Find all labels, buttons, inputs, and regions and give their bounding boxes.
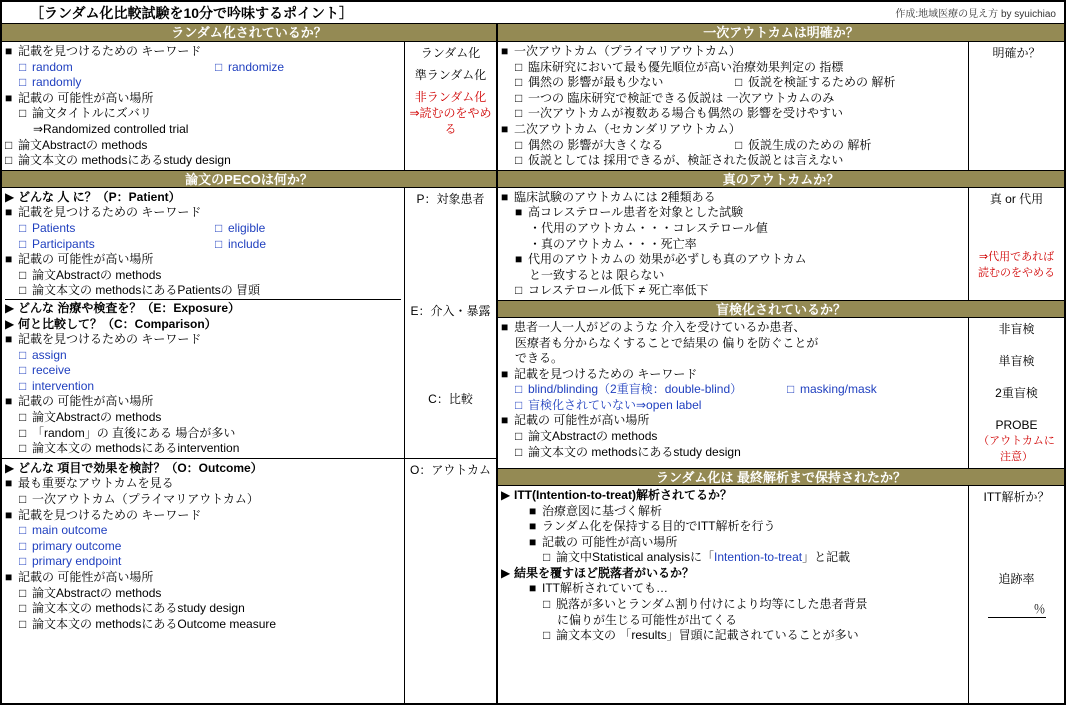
list-item: □ 論文中Statistical analysisに「Intention-to-treat」と記載	[543, 550, 851, 565]
side-label-double-blind: 2重盲検	[995, 385, 1038, 400]
list-item: ■ 記載を見つけるための キーワード	[5, 507, 202, 522]
list-item: □ 論文本文の methodsにあるstudy design	[19, 601, 245, 616]
list-item: □ 論文Abstractの methods	[19, 410, 162, 425]
list-item: □ 論文本文の methodsにあるstudy design	[5, 153, 231, 168]
list-item: ■ 記載の 可能性が高い場所	[5, 394, 154, 409]
list-item: に偏りが生じる可能性が出てくる	[557, 612, 738, 627]
side-label-if-surrogate: ⇒代用であれば	[978, 250, 1055, 263]
list-item: □ 盲検化されていない⇒open label	[515, 397, 702, 412]
list-item: ■ 患者一人一人がどのような 介入を受けているか患者、	[501, 319, 806, 334]
randomization-content	[2, 42, 404, 170]
section-header-peco: 論文のPECOは何か？	[2, 170, 496, 188]
content-columns	[2, 24, 1064, 703]
list-item: ▶ どんな 治療や検査を？（E：Exposure）	[5, 299, 401, 317]
list-item: □ 臨床研究において最も優先順位が高い治療効果判定の 指標	[515, 59, 844, 74]
blinding-side	[968, 318, 1064, 468]
section-body-peco	[2, 188, 496, 458]
list-item: □ 仮説としては 採用できるが、検証された仮説とは言えない	[515, 153, 844, 168]
list-item: □ 一次アウトカムが複数ある場合も偶然の 影響を受けやすい	[515, 106, 843, 121]
side-label-outcome: O：アウトカム	[410, 462, 491, 477]
list-item: □ 論文タイトルにズバリ	[19, 106, 152, 121]
list-item: ■ 臨床試験のアウトカムには 2種類ある	[501, 189, 716, 204]
section-header-primary-outcome: 一次アウトカムは明確か？	[498, 24, 1064, 42]
list-item: ■ 高コレステロール患者を対象とした試験	[515, 205, 744, 220]
section-header-randomization: ランダム化されているか？	[2, 24, 496, 42]
list-item: ■ 記載の 可能性が高い場所	[5, 90, 154, 105]
list-item: □ Participants □ include	[19, 236, 267, 251]
list-item: □ 論文Abstractの methods	[5, 137, 148, 152]
side-label-non-random: 非ランダム化	[414, 90, 487, 104]
outcome-pico-side	[404, 459, 496, 703]
list-item: ■ 記載を見つけるための キーワード	[501, 366, 698, 381]
list-item: □ intervention	[19, 378, 95, 393]
side-label-comparison: C：比較	[428, 391, 473, 406]
section-body-primary-outcome	[498, 42, 1064, 170]
list-item: □ primary endpoint	[19, 554, 122, 569]
followup-rate-blank	[973, 601, 1060, 618]
list-item: □ 論文本文の methodsにあるintervention	[19, 441, 240, 456]
randomization-side	[404, 42, 496, 170]
section-body-randomization	[2, 42, 496, 170]
side-label-itt: ITT解析か？	[983, 489, 1050, 504]
section-body-itt	[498, 486, 1064, 703]
side-label-patient: P：対象患者	[416, 191, 485, 206]
list-item: ■ 治療意図に基づく解析	[529, 503, 663, 518]
side-label-probe-note: （アウトカムに注意）	[978, 434, 1055, 463]
list-item: ■ 記載を見つけるための キーワード	[5, 44, 202, 58]
list-item: ■ 記載の 可能性が高い場所	[529, 534, 678, 549]
list-item: ■ 最も重要なアウトカムを見る	[5, 476, 174, 491]
list-item: □ 偶然の 影響が大きくなる □ 仮説生成のための 解析	[515, 137, 872, 152]
section-body-true-outcome	[498, 188, 1064, 300]
author-credit: 作成:地域医療の見え方 by syuichiao	[895, 9, 1056, 20]
peco-side	[404, 188, 496, 458]
list-item: ⇒Randomized controlled trial	[33, 121, 189, 136]
list-item: ■ 一次アウトカム（プライマリアウトカム）	[501, 44, 741, 58]
list-item: ■ 記載を見つけるための キーワード	[5, 332, 202, 347]
left-column	[2, 24, 498, 703]
section-header-blinding: 盲検化されているか？	[498, 300, 1064, 318]
side-label-exposure: E：介入・暴露	[410, 303, 491, 318]
list-item: ▶ 結果を覆すほど脱落者がいるか？	[501, 565, 695, 580]
page-title: ［ランダム化比較試験を10分で吟味するポイント］	[30, 4, 354, 21]
list-item: □ primary outcome	[19, 538, 122, 553]
list-item: □ 論文Abstractの methods	[19, 267, 162, 282]
primary-outcome-side	[968, 42, 1064, 170]
list-item: ■ 二次アウトカム（セカンダリアウトカム）	[501, 121, 741, 136]
list-item: 医療者も分からなくすることで結果の 偏りを防ぐことが	[515, 335, 819, 350]
side-label-stop-reading: ⇒読むのをやめる	[409, 106, 492, 136]
list-item: □ 一つの 臨床研究で検証できる仮説は 一次アウトカムのみ	[515, 90, 835, 105]
list-item: ■ ランダム化を保持する目的でITT解析を行う	[529, 519, 776, 534]
section-body-blinding	[498, 318, 1064, 468]
list-item: □ 一次アウトカム（プライマリアウトカム）	[19, 492, 259, 507]
list-item: □ 論文本文の methodsにあるstudy design	[515, 444, 741, 459]
list-item: ■ 記載の 可能性が高い場所	[5, 252, 154, 267]
side-label-clear: 明確か？	[992, 46, 1041, 60]
list-item: ■ 記載を見つけるための キーワード	[5, 205, 202, 220]
list-item: □ 論文本文の 「results」冒頭に記載されていることが多い	[543, 628, 859, 643]
side-label-true-or-surrogate: 真 or 代用	[989, 191, 1044, 206]
side-label-quasi-random: 準ランダム化	[414, 68, 487, 82]
list-item: と一致するとは 限らない	[529, 267, 665, 282]
list-item: □ random □ randomize	[19, 59, 285, 74]
true-outcome-content	[498, 188, 968, 300]
list-item: ・代用のアウトカム・・・コレステロール値	[529, 220, 768, 235]
side-label-open-label: 非盲検	[998, 321, 1035, 336]
list-item: □ assign	[19, 347, 67, 362]
section-header-itt: ランダム化は 最終解析まで保持されたか？	[498, 468, 1064, 486]
itt-content	[498, 486, 968, 703]
side-label-followup-rate: 追跡率	[998, 571, 1035, 586]
list-item: □ receive	[19, 363, 71, 378]
list-item: □ randomly	[19, 75, 82, 90]
list-item: □ main outcome	[19, 523, 108, 538]
list-item: ■ 代用のアウトカムの 効果が必ずしも真のアウトカム	[515, 252, 807, 267]
section-header-true-outcome: 真のアウトカムか？	[498, 170, 1064, 188]
list-item: ■ ITT解析されていても…	[529, 581, 668, 596]
true-outcome-side	[968, 188, 1064, 300]
list-item: □ blind/blinding（2重盲検：double-blind） □ masking/mask	[515, 382, 877, 397]
list-item: □ 論文本文の methodsにあるOutcome measure	[19, 616, 277, 631]
followup-rate-value: ％	[988, 601, 1046, 618]
side-label-random: ランダム化	[420, 46, 481, 60]
list-item: ・真のアウトカム・・・死亡率	[529, 236, 697, 251]
peco-content	[2, 188, 404, 458]
itt-side	[968, 486, 1064, 703]
list-item: ▶ どんな 項目で効果を検討？（O：Outcome）	[5, 460, 263, 475]
list-item: □ 脱落が多いとランダム割り付けにより均等にした患者背景	[543, 597, 868, 612]
right-column	[498, 24, 1064, 703]
list-item: □ 論文本文の methodsにあるPatientsの 冒頭	[19, 283, 261, 298]
list-item: □ コレステロール低下 ≠ 死亡率低下	[515, 283, 709, 298]
list-item: ■ 記載の 可能性が高い場所	[501, 413, 650, 428]
side-label-single-blind: 単盲検	[998, 353, 1035, 368]
list-item: □ 論文Abstractの methods	[515, 429, 658, 444]
list-item: ■ 記載の 可能性が高い場所	[5, 570, 154, 584]
outcome-pico-content	[2, 459, 404, 703]
blinding-content	[498, 318, 968, 468]
section-body-outcome-pico	[2, 458, 496, 703]
list-item: □ 「random」の 直後にある 場合が多い	[19, 425, 236, 440]
side-label-stop-reading-2: 読むのをやめる	[978, 266, 1055, 279]
list-item: □ 偶然の 影響が最も少ない □ 仮説を検証するための 解析	[515, 75, 896, 90]
list-item: □ Patients □ eligible	[19, 220, 266, 235]
list-item: ▶ ITT(Intention-to-treat)解析されてるか？	[501, 487, 732, 502]
title-bar	[2, 2, 1064, 24]
list-item: ▶ どんな 人 に？（P：Patient）	[5, 189, 181, 204]
list-item: できる。	[515, 351, 564, 366]
primary-outcome-content	[498, 42, 968, 170]
side-label-probe: PROBE	[995, 417, 1038, 432]
list-item: □ 論文Abstractの methods	[19, 585, 162, 600]
list-item: ▶ 何と比較して？（C：Comparison）	[5, 316, 217, 331]
